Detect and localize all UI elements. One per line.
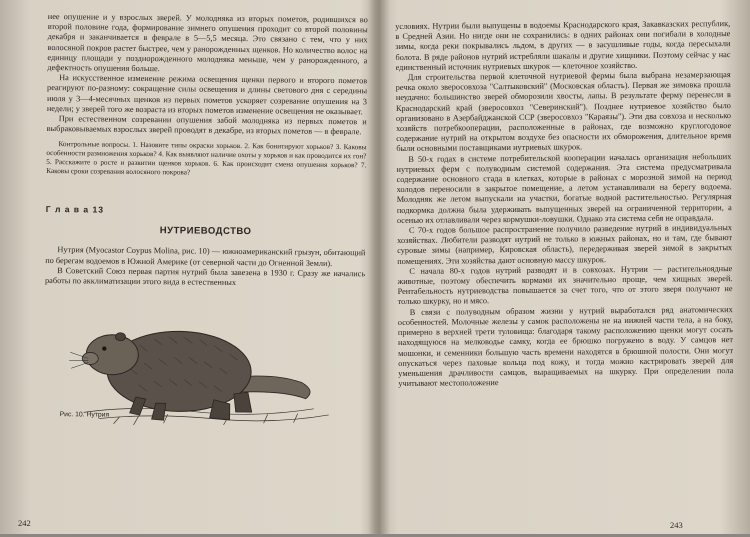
right-paragraph-4: С 70-х годов большое распространение получило разведение нутрий в индивидуальных хозяйствах. Любители разводят нутрий не только в южных районах, но и там, где бывают суровые зимы (например, Кировская область), передерживая зверей зимой в закрытых помещениях. Эти хозяйства дают основную массу шкурок.	[397, 223, 733, 266]
chapter-label: Г л а в а 13	[45, 204, 105, 216]
right-paragraph-6: В связи с полуводным образом жизни у нутрий выработался ряд анатомических особенностей. Молочные железы у самок расположены не на нижней части тела, а на боку, примерно в верхней трети туловища: благодаря такому расположению щенки могут сосать находящуюся на мелководье самку, когда ее брюшко погружено в воду. У самцов нет мошонки, и семенники большую часть времени находятся в брюшной полости. Они могут опускаться через паховые кольца под кожу, и тогда можно кастрировать зверей для уменьшения драчливости самцов, выращиваемых на шкурку. При определении пола учитывают местоположение	[397, 304, 734, 389]
right-paragraph-5: С начала 80-х годов нутрий разводят и в совхозах. Нутрии — растительноядные животные, поэтому обеспечить кормами их значительно проще, чем хищных зверей. Рентабельность нутриеводства повышается за счет того, что от этого зверя получают не только шкурку, но и мясо.	[397, 263, 733, 307]
left-paragraph-1: нее опушение и у взрослых зверей. У молодняка из вторых пометов, родившихся во второй половине года, формирование зимнего опушения проходит со второй половины декабря и заканчивается в феврале в 5—5,5 месяца. Это связано с тем, что у них волосяной покров растет быстрее, чем у ранорожденных щенков. Но количество волос на единицу площади у позднорожденного молодняка меньше, чем у ранорожденного, а дефектность опушения больше.	[47, 11, 368, 74]
right-paragraph-2: Для строительства первой клеточной нутриевой фермы была выбрана незамерзающая речка около зверосовхоза "Салтыковский" (Московская область). Первая же зимовка прошла неудачно: большинство зверей обморозили хвосты, лапы. В результате ферму перенесли в Краснодарский край (зверосовхоз "Северинский"). Позднее нутриевое хозяйство было организовано в Азербайджанской ССР (зверосовхоз "Караязы"). Эти два совхоза и несколько хозяйств потребкооперации, расположенные в районах, где возможно круглогодовое содержание нутрий на открытом воздухе без опасности их обморожения, длительное время были основными поставщиками нутриевых шкурок.	[395, 70, 732, 154]
nutria-illustration	[43, 292, 345, 443]
book-gutter	[368, 0, 390, 534]
intro-paragraph-2: В Советский Союз первая партия нутрий была завезена в 1930 г. Сразу же начались работы по акклиматизации этого вида в естественных	[45, 265, 366, 288]
nutria-figure	[43, 292, 345, 443]
right-page	[395, 0, 735, 534]
chapter-title: НУТРИЕВОДСТВО	[159, 225, 252, 238]
left-paragraph-2: На искусственное изменение режима освещения щенки первого и второго пометов реагируют по-разному: сокращение силы освещения и длины светового дня с середины июля у 3—4-месячных щенков из первых пометов ускоряет созревание опушения на 3 недели; у зверей того же возраста из вторых пометов изменение освещения не оказывает.	[46, 73, 368, 117]
left-page-number: 242	[18, 518, 31, 528]
right-paragraph-3: В 50-х годах в системе потребительской кооперации началась организация небольших нутриевых ферм с полуводным системой содержания. Эта система предусматривала содержание основного стада в клетках, которые в районах с морозной зимой на период холодов переносили в закрытое помещение, а летом устанавливали на берегу водоема. Молодняк же летом выпускали на участки, богатые водной растительностью. Регулярная подкормка должна была удерживать выпущенных зверей на ограниченной территории, а осенью их отлавливали через кормушки-ловушки. Однако эта система себя не оправдала.	[396, 151, 732, 225]
intro-paragraph: Нутрия (Myocastor Coypus Molina, рис. 10) — южноамериканский грызун, обитающий по берегам водоемов в Южной Америке (от северной части до Огненной Земли).	[45, 245, 366, 268]
figure-caption: Рис. 10. Нутрия	[59, 411, 110, 419]
right-page-number: 243	[670, 520, 683, 530]
left-paragraph-3: При естественном созревании опушения забой молодняка из первых пометов и выбраковываемых взрослых зверей проводят в декабре, из вторых пометов — в феврале.	[46, 114, 367, 137]
right-paragraph-1: условиях. Нутрии были выпущены в водоемы Краснодарского края, Закавказских республик, в Средней Азии. Но нигде они не сохранились: в одних районах они погибали в холодные зимы, когда реки покрывались льдом, в других — в засушливые годы, когда пересыхали болота. В ряде районов нутрий истребляли шакалы и другие хищники. Поэтому сейчас у нас единственный источник нутриевых шкурок — клеточное хозяйство.	[395, 19, 731, 72]
left-page	[42, 0, 368, 537]
control-questions: Контрольные вопросы. 1. Назовите типы окраски хорьков. 2. Как бонитируют хорьков? 3. Каковы особенности размножения хорьков? 4. Как выявляют наличие охоты у хорьков и как проводится их гон? 5. Расскажите о росте и развитии щенков хорьков. 6. Как происходит смена опушения хорьков? 7. Каковы сроки созревания волосяного покрова?	[46, 140, 367, 177]
